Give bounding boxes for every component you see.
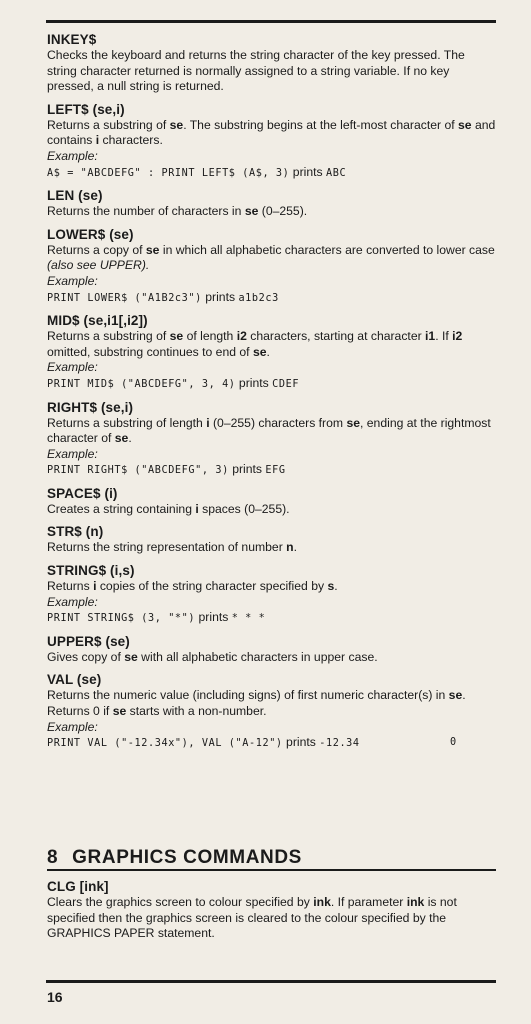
entry-inkey [47,31,497,95]
example-result: EFG [265,465,286,477]
entry-title: LOWER$ (se) [47,226,134,242]
example-code: PRINT LOWER$ ("A1B2c3") [47,292,202,304]
example-label: Example: [47,148,98,163]
string-functions-list [47,31,497,758]
entry-title: UPPER$ (se) [47,633,130,649]
example-label: Example: [47,719,98,734]
entry-space [47,485,497,518]
entry-description: Gives copy of se with all alphabetic characters in upper case. [47,649,378,664]
entry-upper [47,633,497,666]
bottom-rule [46,980,496,983]
example-result-second: 0 [450,737,457,749]
example-label: Example: [47,273,98,288]
section-title: 8 GRAPHICS COMMANDS [47,847,302,868]
section-rule [47,869,496,871]
entry-lower [47,226,497,306]
example-line: PRINT RIGHT$ ("ABCDEFG", 3) prints EFG [47,462,286,477]
entry-description: Returns a substring of se. The substring begins at the left-most character of se and contains i characters. [47,117,496,148]
entry-title: RIGHT$ (se,i) [47,399,134,415]
entry-len [47,187,497,220]
example-line: PRINT VAL ("-12.34x"), VAL ("A-12") prints -12.34 0 [47,735,457,750]
entry-description: Returns the numeric value (including signs) of first numeric character(s) in se. Returns 0 if se starts with a non-number. [47,688,466,719]
entry-description: Returns the number of characters in se (0–255). [47,204,308,219]
example-result: a1b2c3 [238,292,279,304]
entry-mid [47,312,497,392]
example-label: Example: [47,594,98,609]
entry-description: Returns a copy of se in which all alphabetic characters are converted to lower case (also see UPPER). [47,242,495,273]
section-heading [47,847,497,869]
entry-title: STRING$ (i,s) [47,563,135,579]
entry-val [47,671,497,751]
entry-description: Checks the keyboard and returns the string character of the key pressed. The string character returned is normally assigned to a string variable. If no key pressed, a null string is returned. [47,48,465,94]
example-result: CDEF [272,378,300,390]
entry-description: Returns a substring of se of length i2 characters, starting at character i1. If i2 omitted, substring continues to end of se. [47,329,463,359]
entry-title: INKEY$ [47,32,97,47]
example-result: -12.34 [319,738,360,750]
entry-clg [47,878,497,942]
entry-str [47,523,497,556]
example-line: PRINT MID$ ("ABCDEFG", 3, 4) prints CDEF [47,375,300,390]
entry-description: Creates a string containing i spaces (0–255). [47,501,290,516]
page-number: 16 [47,989,63,1005]
entry-title: SPACE$ (i) [47,485,118,501]
entry-title: LEN (se) [47,188,103,204]
example-result: ABC [325,167,347,179]
entry-title: VAL (se) [47,672,102,688]
example-line: PRINT STRING$ (3, "*") prints * * * [47,610,266,625]
example-line: PRINT LOWER$ ("A1B2c3") prints a1b2c3 [47,289,279,304]
entry-description: Clears the graphics screen to colour specified by ink. If parameter ink is not specified then the graphics screen is cleared to the colour specified by the GRAPHICS PAPER statement. [47,895,457,941]
entry-title: LEFT$ (se,i) [47,101,125,117]
example-code: PRINT MID$ ("ABCDEFG", 3, 4) [47,378,236,390]
example-code: PRINT VAL ("-12.34x"), VAL ("A-12") [47,738,283,750]
example-label: Example: [47,360,98,375]
top-rule [46,20,496,23]
entry-title: MID$ (se,i1[,i2]) [47,313,148,329]
example-code: PRINT STRING$ (3, "*") [47,613,196,625]
example-result: * * * [231,613,266,625]
entry-description: Returns the string representation of number n. [47,540,297,555]
entry-title: STR$ (n) [47,524,104,540]
entry-right [47,399,497,479]
entry-description: Returns i copies of the string character specified by s. [47,579,338,594]
section-number: 8 [47,847,59,868]
entry-left [47,101,497,181]
entry-string [47,562,497,627]
example-code: A$ = "ABCDEFG" : PRINT LEFT$ (A$, 3) [47,167,290,179]
entry-description: Returns a substring of length i (0–255) characters from se, ending at the rightmost character of se. [47,415,491,446]
example-label: Example: [47,446,98,461]
example-code: PRINT RIGHT$ ("ABCDEFG", 3) [47,465,229,477]
entry-title: CLG [ink] [47,879,109,894]
example-line: A$ = "ABCDEFG" : PRINT LEFT$ (A$, 3) prints ABC [47,164,347,179]
